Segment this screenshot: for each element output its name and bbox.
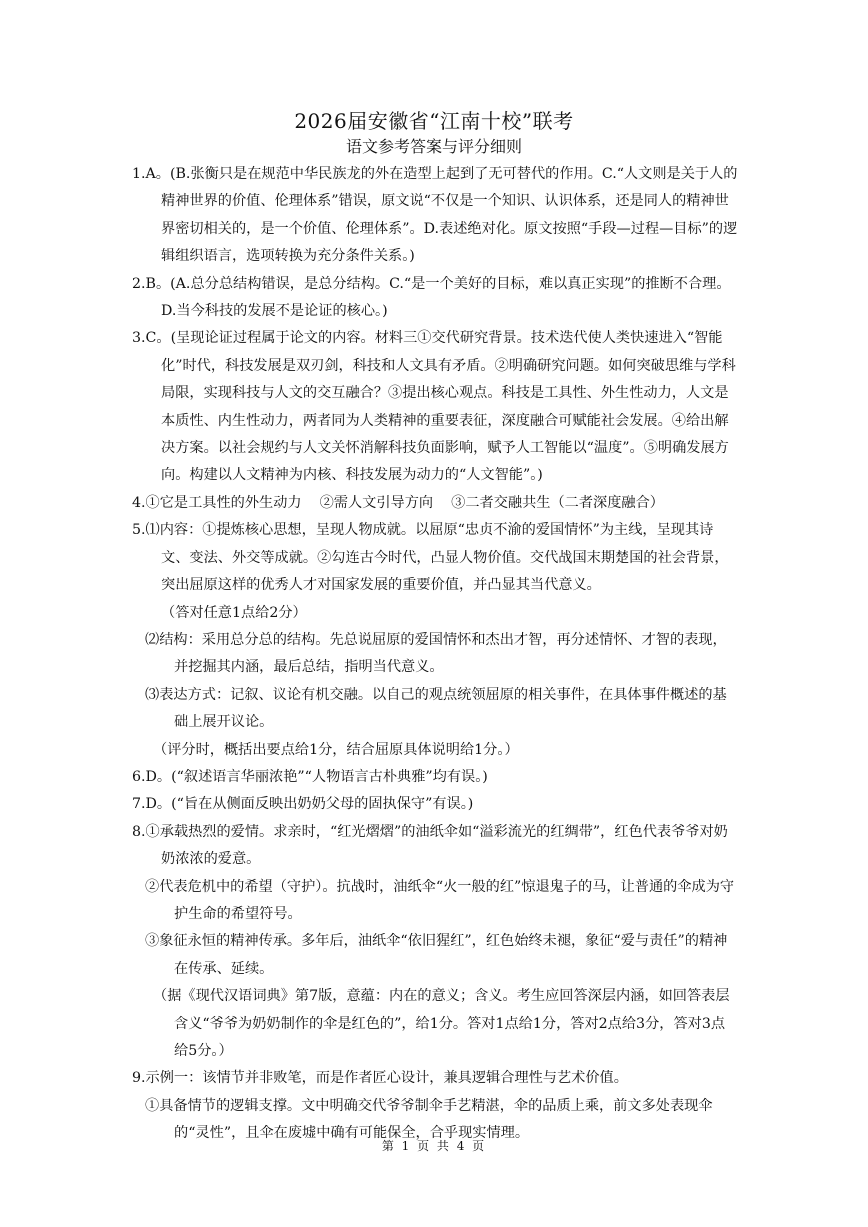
answer-q8-point-2: ②代表危机中的希望（守护）。抗战时，油纸伞“火一般的红”惊退鬼子的马，让普通的伞成为守护生命的希望符号。 xyxy=(145,878,735,922)
page-subtitle: 语文参考答案与评分细则 xyxy=(345,137,522,156)
answer-q4-point-2: ②需人文引导方向 xyxy=(319,494,434,511)
answer-q5-expression: ⑶表达方式：记叙、议论有机交融。以自己的观点统领屈原的相关事件，在具体事件概述的基础上展开议论。 xyxy=(145,686,727,731)
answer-q6: 6.D。(“叙述语言华丽浓艳”“人物语言古朴典雅”均有误。) xyxy=(132,768,488,785)
answer-q7: 7.D。(“旨在从侧面反映出奶奶父母的固执保守”有误。) xyxy=(132,796,474,813)
answer-q4-point-1: 4.①它是工具性的外生动力 xyxy=(132,494,302,511)
answer-q3: 3.C。(呈现论证过程属于论文的内容。材料三①交代研究背景。技术迭代使人类快速进入“智能化”时代，科技发展是双刃剑，科技和人文具有矛盾。②明确研究问题。如何突破思维与学科局限，实现科技与人文的交互融合？③提出核心观点。科技是工具性、外生性动力，人文是本质性、内生性动力，两者同为人类精神的重要表征，深度融合可赋能社会发展。④给出解决方案。以社会规约与人文关怀消解科技负面影响，赋予人工智能以“温度”。⑤明确发展方向。构建以人文精神为内核、科技发展为动力的“人文智能”。) xyxy=(132,330,736,484)
answer-q1: 1.A。(B.张衡只是在规范中华民族龙的外在造型上起到了无可替代的作用。C.“人文则是关于人的精神世界的价值、伦理体系”错误，原文说“不仅是一个知识、认识体系，还是同人的精神世界密切相关的，是一个价值、伦理体系”。D.表述绝对化。原文按照“手段—过程—目标”的逻辑组织语言，选项转换为充分条件关系。) xyxy=(132,166,738,265)
answer-q4 xyxy=(132,490,738,517)
answer-q8-point-1: 8.①承载热烈的爱情。求亲时，“红光熠熠”的油纸伞如“溢彩流光的红绸带”，红色代表爷爷对奶奶浓浓的爱意。 xyxy=(132,823,728,868)
answer-q5-content-note: （答对任意1点给2分） xyxy=(161,604,307,621)
answer-content xyxy=(132,161,738,1148)
answer-q9-intro: 9.示例一：该情节并非败笔，而是作者匠心设计，兼具逻辑合理性与艺术价值。 xyxy=(132,1070,628,1087)
answer-q9-point-1: ①具备情节的逻辑支撑。文中明确交代爷爷制伞手艺精湛，伞的品质上乘，前文多处表现伞的“灵性”，且伞在废墟中确有可能保全，合乎现实情理。 xyxy=(145,1097,713,1142)
answer-q8-scoring-note: （据《现代汉语词典》第7版，意蕴：内在的意义；含义。考生应回答深层内涵，如回答表层含义“爷爷为奶奶制作的伞是红色的”，给1分。答对1点给1分，答对2点给3分，答对3点给5分。） xyxy=(153,988,730,1059)
page-number: 第 1 页 共 4 页 xyxy=(381,1139,487,1153)
answer-q8-point-3: ③象征永恒的精神传承。多年后，油纸伞“依旧猩红”，红色始终未褪，象征“爱与责任”的精神在传承、延续。 xyxy=(145,933,728,977)
answer-q5-structure: ⑵结构：采用总分总的结构。先总说屈原的爱国情怀和杰出才智，再分述情怀、才智的表现，并挖掘其内涵，最后总结，指明当代意义。 xyxy=(145,631,727,676)
answer-q5-scoring-note: （评分时，概括出要点给1分，结合屈原具体说明给1分。） xyxy=(153,741,519,758)
page-title: 2026届安徽省“江南十校”联考 xyxy=(294,109,574,133)
answer-q5-content: 5.⑴内容：①提炼核心思想，呈现人物成就。以屈原“忠贞不渝的爱国情怀”为主线，呈现其诗文、变法、外交等成就。②勾连古今时代，凸显人物价值。交代战国末期楚国的社会背景，突出屈原这样的优秀人才对国家发展的重要价值，并凸显其当代意义。 xyxy=(132,522,729,594)
answer-q4-point-3: ③二者交融共生（二者深度融合） xyxy=(451,494,664,511)
answer-q2: 2.B。(A.总分总结构错误，是总分结构。C.“是一个美好的目标，难以真正实现”的推断不合理。D.当今科技的发展不是论证的核心。) xyxy=(132,275,731,320)
